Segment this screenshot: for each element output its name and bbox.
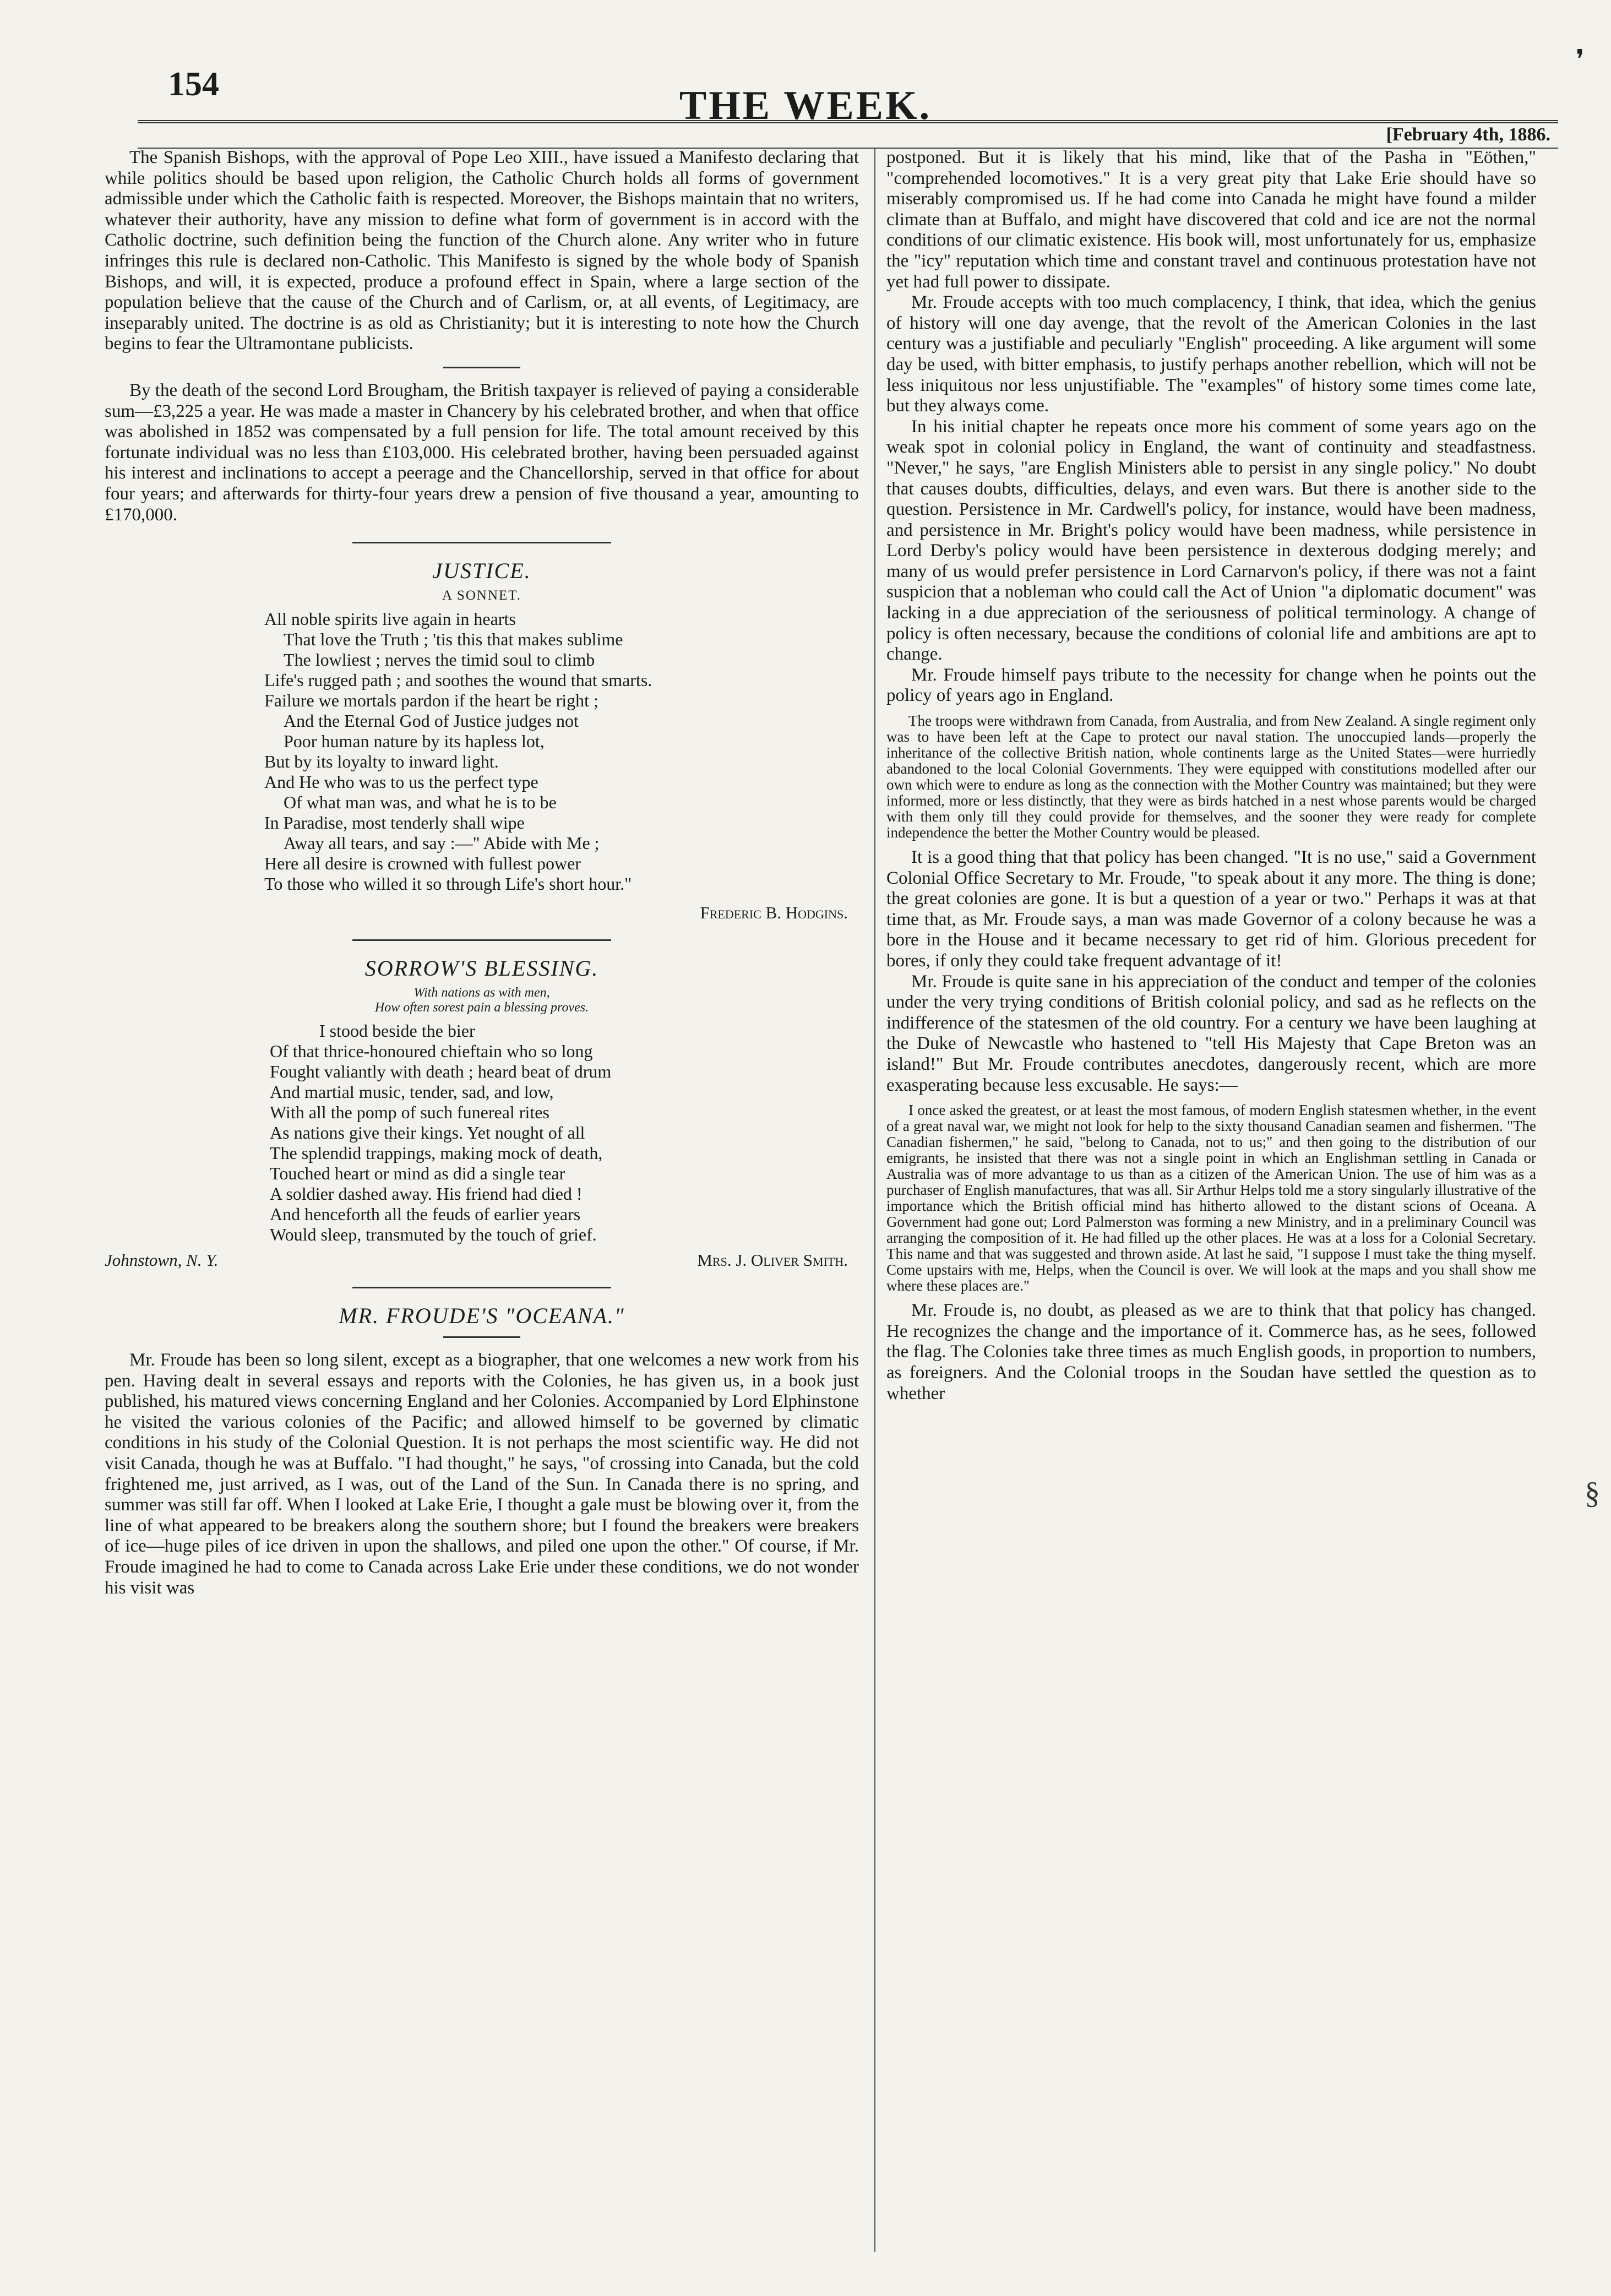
poem-line: And martial music, tender, sad, and low, [270, 1082, 554, 1102]
page-number: 154 [168, 66, 219, 103]
poem-line: All noble spirits live again in hearts [264, 609, 516, 629]
poem-line: A soldier dashed away. His friend had died ! [270, 1184, 583, 1204]
justice-poem [264, 609, 859, 894]
section-separator [352, 542, 611, 543]
oceana-paragraph: Mr. Froude himself pays tribute to the necessity for change when he points out the policy of years ago in England. [886, 665, 1536, 706]
column-divider [874, 149, 875, 2252]
poem-line: Of that thrice-honoured chieftain who so long [270, 1041, 593, 1062]
poem-line: Here all desire is crowned with fullest power [264, 853, 581, 874]
oceana-paragraph: Mr. Froude accepts with too much complacency, I think, that idea, which the genius of history will one day avenge, that the revolt of the American Colonies in the last century was a justifiable and peculiarly "English" proceeding. A like argument will some day be used, with bitter emphasis, to justify perhaps another rebellion, which will not be less iniquitous nor less unjustifiable. The "examples" of history some times come late, but they always come. [886, 292, 1536, 416]
header-rule [138, 120, 1558, 123]
spanish-bishops-paragraph: The Spanish Bishops, with the approval of Pope Leo XIII., have issued a Manifesto declaring that while politics should be based upon religion, the Catholic Church holds all forms of government admissible under which the Catholic faith is respected. Moreover, the Bishops maintain that no writers, whatever their authority, have any mission to define what form of government is in accord with the Catholic doctrine, such definition being the function of the Church alone. Any writer who in future infringes this rule is declared non-Catholic. This Manifesto is signed by the whole body of Spanish Bishops, and will, it is expected, produce a profound effect in Spain, where a large section of the population believe that the cause of the Church and of Carlism, or, at all events, of Legitimacy, are inseparably united. The doctrine is as old as Christianity; but it is interesting to note how the Church begins to fear the Ultramontane publicists. [105, 148, 859, 354]
title-rule [443, 1336, 520, 1338]
margin-ink-mark: § [1585, 1476, 1600, 1510]
oceana-paragraph: Mr. Froude is quite sane in his appreciation of the conduct and temper of the colonies under the very trying conditions of British colonial policy, and sad as he reflects on the indifference of the statesmen of the old country. For a century we have been laughing at the Duke of Newcastle who hastened to "tell His Majesty that Cape Breton was an island!" But Mr. Froude contributes anecdotes, dangerously recent, which are more exasperating because less excusable. He says:— [886, 971, 1536, 1095]
brougham-paragraph: By the death of the second Lord Brougham, the British taxpayer is relieved of paying a considerable sum—£3,225 a year. He was made a master in Chancery by his celebrated brother, and when that office was abolished in 1852 was compensated by a full pension for life. The total amount received by this fortunate individual was no less than £103,000. His celebrated brother, having been persuaded against his interest and inclinations to accept a peerage and the Chancellorship, served in that office for about four years; and afterwards for thirty-four years drew a pension of five thousand a year, amounting to £170,000. [105, 380, 859, 525]
poem-line: Would sleep, transmuted by the touch of grief. [270, 1225, 597, 1245]
section-separator [443, 367, 520, 368]
poem-line: But by its loyalty to inward light. [264, 752, 499, 772]
oceana-paragraph: Mr. Froude is, no doubt, as pleased as we are to think that that policy has changed. He recognizes the change and the importance of it. Commerce has, as he sees, followed the flag. The Colonies take three times as much English goods, in proportion to numbers, as foreigners. And the Colonial troops in the Soudan have settled the question as to whether [886, 1301, 1536, 1403]
masthead: THE WEEK. [679, 83, 932, 128]
poem-line: The splendid trappings, making mock of death, [270, 1143, 603, 1163]
poem-line: I stood beside the bier [319, 1021, 475, 1041]
poem-line: With all the pomp of such funereal rites [270, 1102, 549, 1123]
section-separator [352, 1287, 611, 1288]
oceana-continued-paragraph: postponed. But it is likely that his mind, like that of the Pasha in "Eöthen," "comprehended locomotives." It is a very great pity that Lake Erie should have so miserably compromised us. If he had come into Canada he might have found a milder climate than at Buffalo, and might have discovered that cold and ice are not the normal conditions of our climatic existence. His book will, most unfortunately for us, emphasize the "icy" reputation which time and constant travel and continuous protestation have not yet had full power to dissipate. [886, 148, 1536, 292]
poem-line: Failure we mortals pardon if the heart be right ; [264, 690, 598, 711]
oceana-paragraph: Mr. Froude has been so long silent, except as a biographer, that one welcomes a new work from his pen. Having dealt in several essays and reports with the Colonies, he has given us, in a book just published, his matured views concerning England and her Colonies. Accompanied by Lord Elphinstone he visited the various colonies of the Pacific; and allowed himself to be governed by climatic conditions in his study of the Colonial Question. It is not perhaps the most scientific way. He did not visit Canada, though he was at Buffalo. "I had thought," he says, "of crossing into Canada, but the cold frightened me, just arrived, as I was, out of the Land of the Sun. In Canada there is no spring, and summer was still far off. When I looked at Lake Erie, I thought a gale must be blowing over it, from the line of what appeared to be breakers along the southern shore; but I found the breakers were breakers of ice—huge piles of ice driven in upon the shallows, and piled one upon the other." Of course, if Mr. Froude imagined he had to come to Canada across Lake Erie under these conditions, we do not wonder his visit was [105, 1350, 859, 1598]
sorrow-poem [270, 1021, 859, 1245]
sorrow-signature [105, 1250, 859, 1270]
sorrow-place: Johnstown, N. Y. [105, 1250, 219, 1270]
poem-line: Poor human nature by its hapless lot, [284, 731, 545, 752]
oceana-quotation: I once asked the greatest, or at least the most famous, of modern English statesmen whether, in the event of a great naval war, we might not look for help to the sixty thousand Canadian seamen and fishermen. "The Canadian fishermen," he said, "belong to Canada, not to us;" and then going to the distribution of our emigrants, he insisted that there was not a single point in which an Englishman settling in Canada or Australia was of more advantage to us than as a citizen of the American Union. The use of him was as a purchaser of English manufactures, that was all. Sir Arthur Helps told me a story singularly illustrative of the importance which the British official mind has hitherto allowed to the distant scions of Oceana. A Government had gone out; Lord Palmerston was forming a new Ministry, and in a preliminary Council was arranging the composition of it. He had filled up the other places. He was at a loss for a Colonial Secretary. This name and that was suggested and thrown aside. At last he said, "I suppose I must take the thing myself. Come upstairs with me, Helps, when the Council is over. We will look at the maps and you shall show me where these places are." [886, 1102, 1536, 1294]
sorrow-title: SORROW'S BLESSING. [364, 956, 599, 981]
oceana-quotation: The troops were withdrawn from Canada, from Australia, and from New Zealand. A single regiment only was to have been left at the Cape to protect our naval station. The unoccupied lands—properly the inheritance of the collective British nation, whole continents large as the United States—were hurriedly abandoned to the local Colonial Governments. They were equipped with constitutions modelled after our own which were to endure as long as the connection with the Mother Country was maintained; but they were informed, more or less distinctly, that they were as birds hatched in a nest whose parents would be charged with them only till they could provide for themselves, and the sooner they were ready for complete independence the better the Mother Country would be pleased. [886, 712, 1536, 841]
justice-title: JUSTICE. [432, 558, 531, 584]
sorrow-epigraph [105, 986, 859, 1015]
sorrow-author: Mrs. J. Oliver Smith. [697, 1250, 848, 1270]
oceana-paragraph: In his initial chapter he repeats once more his comment of some years ago on the weak spot in colonial policy in England, the want of continuity and steadfastness. "Never," he says, "are English Ministers able to persist in any single policy." No doubt that causes doubts, difficulties, delays, and even wars. But there is another side to the question. Persistence in Mr. Cardwell's policy, for instance, would have been madness, and persistence in Mr. Bright's policy would have been madness, while persistence in Lord Derby's policy would have been persistence in dexterous dodging merely; and many of us would prefer persistence in Lord Carnarvon's policy, if there was not a faint suspicion that a nobleman who could call the Act of Union "a diplomatic document" was lacking in a due appreciation of the seriousness of political terminology. A change of policy is often necessary, because the conditions of colonial life and ambitions are apt to change. [886, 416, 1536, 665]
poem-line: Life's rugged path ; and soothes the wound that smarts. [264, 670, 652, 690]
right-column [886, 148, 1536, 1404]
justice-author: Frederic B. Hodgins. [700, 903, 848, 923]
poem-line: To those who willed it so through Life's short hour." [264, 874, 632, 894]
poem-line: And He who was to us the perfect type [264, 772, 538, 792]
poem-line: Touched heart or mind as did a single tear [270, 1163, 565, 1184]
epigraph-line: With nations as with men, [413, 986, 550, 1000]
poem-line: Away all tears, and say :—" Abide with Me ; [284, 833, 600, 853]
issue-date: [February 4th, 1886. [1386, 124, 1550, 145]
left-column [105, 148, 859, 1598]
oceana-paragraph: It is a good thing that that policy has been changed. "It is no use," said a Government Colonial Office Secretary to Mr. Froude, "to speak about it any more. The thing is done; the great colonies are gone. It is but a question of a year or two." Perhaps it was at that time that, as Mr. Froude says, a man was made Governor of a colony because he was a bore in the House and it became necessary to get rid of him. Glorious precedent for bores, if only they could take frequent advantage of it! [886, 847, 1536, 971]
epigraph-line: How often sorest pain a blessing proves. [374, 1000, 589, 1015]
corner-ink-mark: ❜ [1576, 45, 1585, 74]
poem-line: As nations give their kings. Yet nought of all [270, 1123, 585, 1143]
poem-line: Fought valiantly with death ; heard beat of drum [270, 1062, 612, 1082]
poem-line: That love the Truth ; 'tis this that makes sublime [284, 629, 623, 650]
justice-subtitle: A SONNET. [442, 588, 521, 603]
poem-line: In Paradise, most tenderly shall wipe [264, 813, 525, 833]
oceana-title: MR. FROUDE'S "OCEANA." [339, 1303, 625, 1329]
poem-line: And henceforth all the feuds of earlier years [270, 1204, 581, 1225]
poem-line: The lowliest ; nerves the timid soul to climb [284, 650, 595, 670]
section-separator [352, 939, 611, 941]
poem-line: And the Eternal God of Justice judges not [284, 711, 579, 731]
poem-line: Of what man was, and what he is to be [284, 792, 557, 813]
